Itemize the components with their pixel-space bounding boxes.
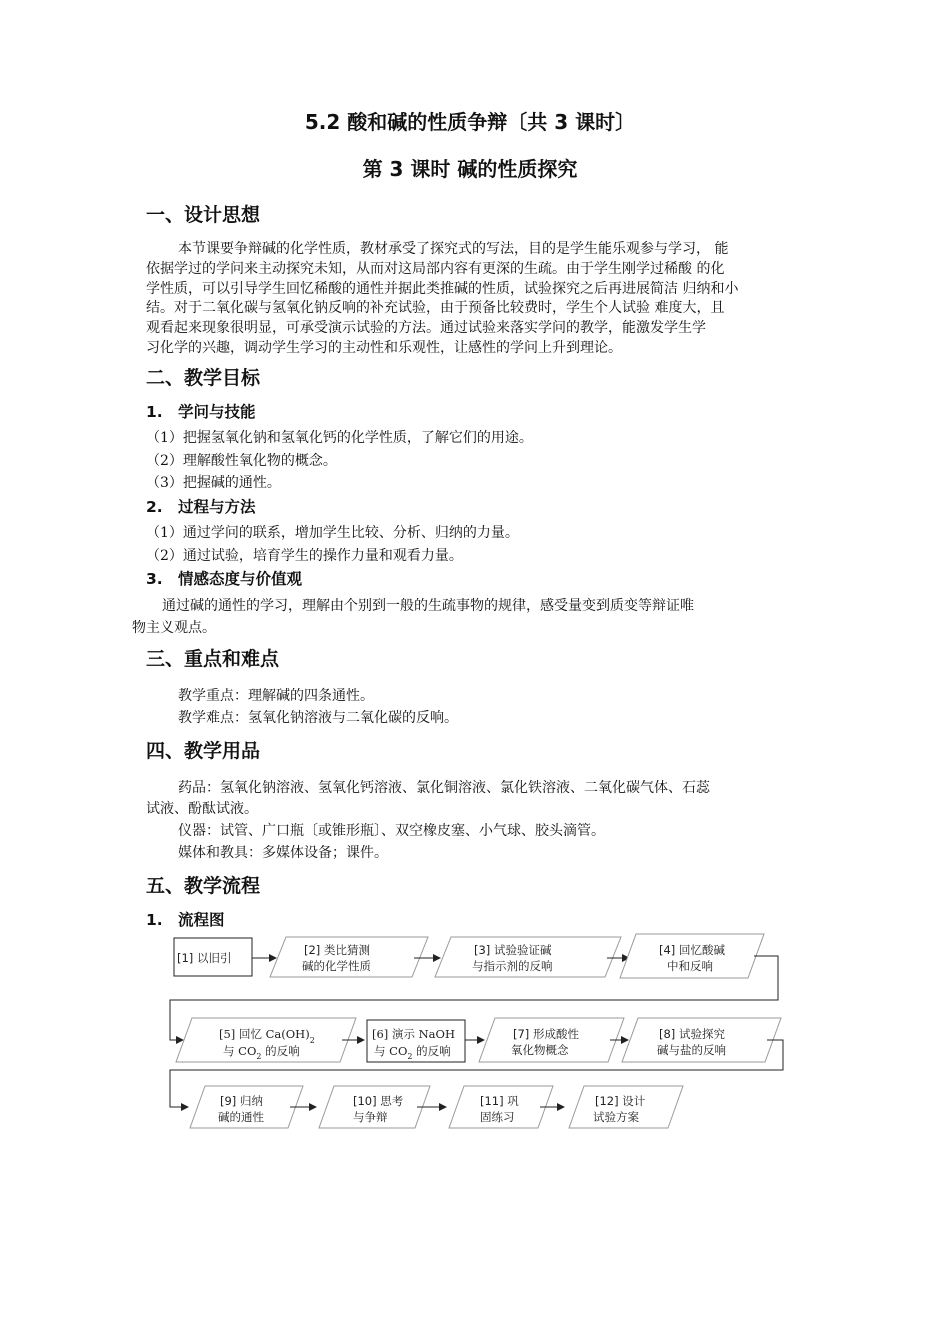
list-item: （1）把握氢氧化钠和氢氧化钙的化学性质，了解它们的用途。 [146, 430, 533, 446]
paragraph-line: 观看起来现象很明显，可承受演示试验的方法。通过试验来落实学问的教学，能激发学生学 [146, 320, 706, 336]
subscript: 2 [256, 1052, 262, 1061]
paragraph-line: 通过碱的通性的学习，理解由个别到一般的生疏事物的规律，感受量变到质变等辩证唯 [162, 598, 694, 614]
flow-node-4-label: [4] 回忆酸碱 [659, 943, 725, 957]
section-heading-process: 五、教学流程 [146, 875, 261, 897]
flow-node-5-text: 的反响 [261, 1044, 300, 1058]
flow-node-11-label: [11] 巩 [480, 1094, 519, 1108]
paragraph-line: 本节课要争辩碱的化学性质，教材承受了探究式的写法，目的是学生能乐观参与学习， 能 [178, 241, 729, 257]
list-item: （3）把握碱的通性。 [146, 475, 281, 491]
flow-node-1-label: [1] 以旧引 [177, 951, 232, 965]
flow-node-12-label: [12] 设计 [595, 1094, 646, 1108]
list-item: （1）通过学问的联系，增加学生比较、分析、归纳的力量。 [146, 525, 519, 541]
list-item: （2）通过试验，培育学生的操作力量和观看力量。 [146, 548, 463, 564]
flow-node-3-label: 与指示剂的反响 [472, 959, 553, 973]
flow-node-10-label: 与争辩 [353, 1110, 388, 1124]
flow-node-6-text: 与 CO [374, 1044, 408, 1058]
section-heading-objectives: 二、教学目标 [146, 367, 261, 389]
section-heading-design: 一、设计思想 [146, 204, 261, 226]
document-title: 5.2 酸和碱的性质争辩〔共 3 课时〕 [304, 110, 636, 134]
flow-node-6-label: [6] 演示 NaOH [372, 1027, 455, 1041]
subheading-label: 学问与技能 [178, 403, 256, 421]
flow-node-6-text: 的反响 [412, 1044, 451, 1058]
instruments-line: 仪器：试管、广口瓶〔或锥形瓶〕、双空橡皮塞、小气球、胶头滴管。 [178, 823, 605, 839]
flow-node-4-label: 中和反响 [667, 959, 713, 973]
flow-node-11-label: 固练习 [480, 1110, 515, 1124]
paragraph-line: 学性质，可以引导学生回忆稀酸的通性并据此类推碱的性质，试验探究之后再进展简洁 归纳和小 [146, 281, 739, 297]
flow-node-7-label: [7] 形成酸性 [513, 1027, 579, 1041]
flow-node-7-label: 氧化物概念 [511, 1043, 569, 1057]
key-point-line: 教学重点：理解碱的四条通性。 [178, 688, 374, 704]
media-line: 媒体和教具：多媒体设备；课件。 [178, 845, 388, 861]
subheading-number: 2. [146, 498, 163, 516]
section-heading-key-points: 三、重点和难点 [146, 648, 280, 670]
flow-node-5-text: [5] 回忆 Ca(OH) [219, 1027, 310, 1041]
paragraph-line: 习化学的兴趣，调动学生学习的主动性和乐观性，让感性的学问上升到理论。 [146, 340, 622, 356]
subheading-label: 流程图 [178, 911, 225, 929]
section-heading-materials: 四、教学用品 [146, 740, 261, 762]
document-subtitle: 第 3 课时 碱的性质探究 [362, 157, 578, 181]
flow-node-8-label: 碱与盐的反响 [657, 1043, 726, 1057]
flow-node-9-label: 碱的通性 [218, 1110, 264, 1124]
subheading-label: 情感态度与价值观 [178, 570, 303, 588]
subheading-label: 过程与方法 [178, 498, 256, 516]
list-item: （2）理解酸性氧化物的概念。 [146, 453, 337, 469]
paragraph-line: 结。对于二氧化碳与氢氧化钠反响的补充试验，由于预备比较费时，学生个人试验 难度大，且 [146, 300, 725, 316]
flow-node-12-label: 试验方案 [593, 1110, 639, 1124]
paragraph-line: 依据学过的学问来主动探究未知，从而对这局部内容有更深的生疏。由于学生刚学过稀酸 的化 [146, 261, 725, 277]
subscript: 2 [407, 1052, 413, 1061]
flow-node-2-label: [2] 类比猜测 [304, 943, 370, 957]
flow-node-10-label: [10] 思考 [353, 1094, 404, 1108]
subheading-number: 1. [146, 403, 163, 421]
difficulty-line: 教学难点：氢氧化钠溶液与二氧化碳的反响。 [178, 710, 458, 726]
flow-node-5-text: 与 CO [223, 1044, 257, 1058]
flow-node-3-label: [3] 试验验证碱 [474, 943, 552, 957]
materials-line: 药品：氢氧化钠溶液、氢氧化钙溶液、氯化铜溶液、氯化铁溶液、二氧化碳气体、石蕊 [178, 780, 710, 796]
subheading-number: 3. [146, 570, 163, 588]
subheading-number: 1. [146, 911, 163, 929]
flow-node-2-label: 碱的化学性质 [302, 959, 371, 973]
subscript: 2 [309, 1036, 315, 1045]
flow-node-9-label: [9] 归纳 [220, 1094, 263, 1108]
paragraph-line: 物主义观点。 [132, 620, 216, 636]
flow-node-8-label: [8] 试验探究 [659, 1027, 725, 1041]
materials-line: 试液、酚酞试液。 [146, 801, 258, 817]
